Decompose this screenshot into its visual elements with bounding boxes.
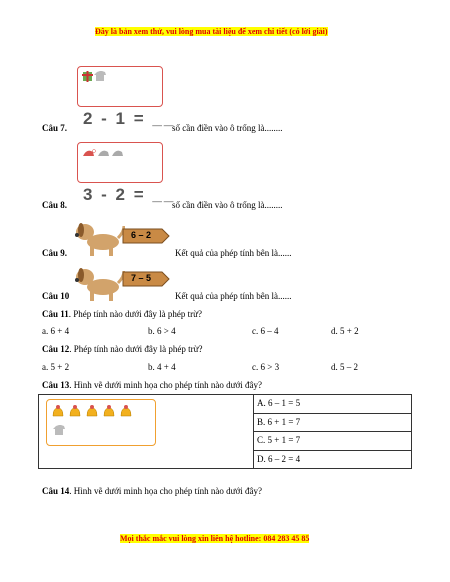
q12-option-a[interactable]: a. 5 + 2 <box>42 362 70 372</box>
q9-sign-text: 6 – 2 <box>131 230 152 240</box>
gift-and-shirt-icon <box>78 67 162 106</box>
q8-equation: 3 - 2 = __ <box>83 185 176 204</box>
q13-picture-box <box>46 399 156 446</box>
q14-label: Câu 14 <box>42 486 70 496</box>
footer-notice: Mọi thắc mắc vui lòng xin liên hệ hotline: 084 283 45 85 <box>120 534 310 543</box>
hats-icon <box>78 143 162 182</box>
q12-label: Câu 12 <box>42 344 70 354</box>
q13-label: Câu 13 <box>42 380 70 390</box>
bells-and-shirt-icon <box>47 400 155 445</box>
q12-question <box>42 344 203 354</box>
q7-equation: 2 - 1 = __ <box>83 109 176 128</box>
q11-text: . Phép tính nào dưới đây là phép trừ? <box>68 309 203 319</box>
dog-icon <box>73 263 125 303</box>
q13-question <box>42 380 262 390</box>
q11-option-d[interactable]: d. 5 + 2 <box>331 326 359 336</box>
q12-option-b[interactable]: b. 4 + 4 <box>148 362 176 372</box>
q7-picture-box <box>77 66 163 107</box>
q12-option-c[interactable]: c. 6 > 3 <box>252 362 280 372</box>
q8-label: Câu 8. <box>42 200 68 210</box>
q9-label: Câu 9. <box>42 248 68 258</box>
q11-option-b[interactable]: b. 6 > 4 <box>148 326 176 336</box>
q10-sign-text: 7 – 5 <box>131 273 152 283</box>
q9-text: Kết quả của phép tính bên là...... <box>175 248 292 258</box>
q10-text: Kết quả của phép tính bên là...... <box>175 291 292 301</box>
q13-options-cell <box>254 395 412 469</box>
q12-text: . Phép tính nào dưới đây là phép trừ? <box>69 344 203 354</box>
q14-text: . Hình vẽ dưới minh họa cho phép tính nào dưới đây? <box>69 486 263 496</box>
q8-text: số cần điền vào ô trống là........ <box>172 200 283 210</box>
q8-picture-box <box>77 142 163 183</box>
header-notice: Đây là bản xem thử, vui lòng mua tài liệu để xem chi tiết (có lời giải) <box>95 27 328 36</box>
q7-text: số cần điền vào ô trống là........ <box>172 123 283 133</box>
q7-label: Câu 7. <box>42 123 68 133</box>
q11-option-c[interactable]: c. 6 – 4 <box>252 326 279 336</box>
q11-label: Câu 11 <box>42 309 69 319</box>
q13-picture-cell <box>39 395 254 469</box>
q10-label: Câu 10 <box>42 291 70 301</box>
q11-option-a[interactable]: a. 6 + 4 <box>42 326 70 336</box>
q12-option-d[interactable]: d. 5 – 2 <box>331 362 358 372</box>
dog-icon <box>73 218 125 258</box>
q13-option-b[interactable]: B. 6 + 1 = 7 <box>254 414 411 433</box>
q11-question <box>42 309 202 319</box>
q13-option-c[interactable]: C. 5 + 1 = 7 <box>254 432 411 451</box>
q13-table <box>38 394 412 469</box>
q13-text: . Hình vẽ dưới minh họa cho phép tính nào dưới đây? <box>69 380 263 390</box>
q13-option-d[interactable]: D. 6 – 2 = 4 <box>257 453 301 464</box>
q14-question <box>42 486 262 496</box>
q13-option-a[interactable]: A. 6 – 1 = 5 <box>254 395 411 414</box>
